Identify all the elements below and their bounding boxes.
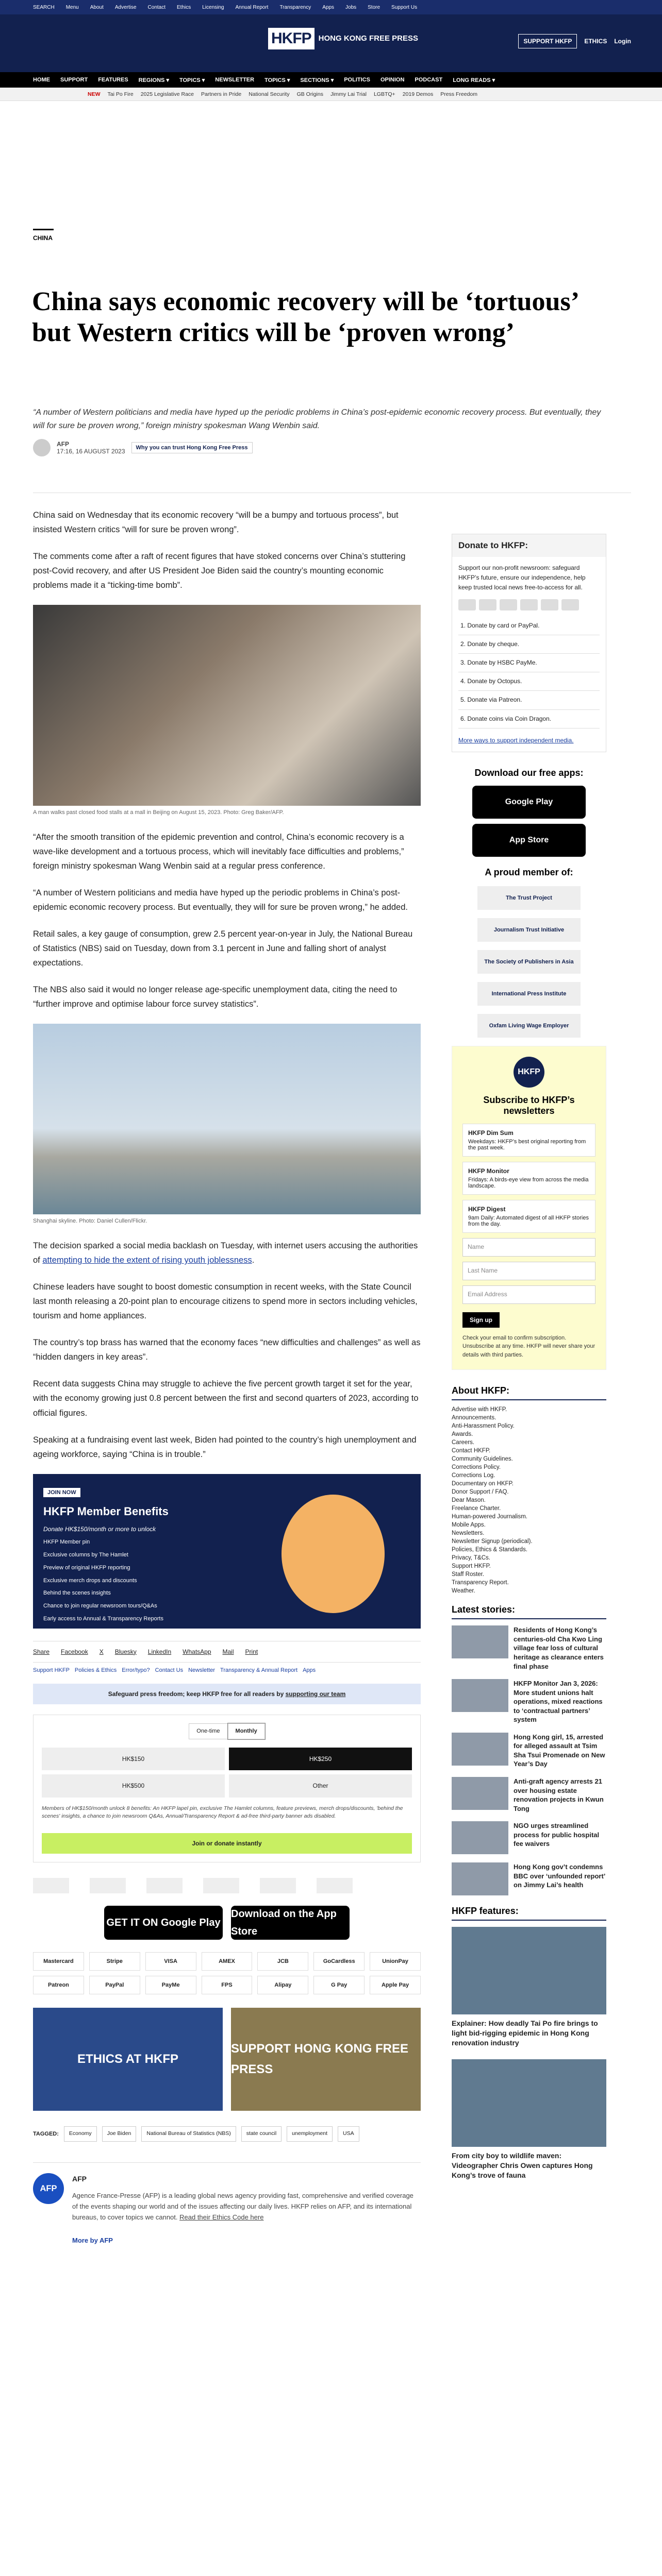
story-item[interactable]: Residents of Hong Kong’s centuries-old Cha Kwo Ling village fear loss of cultural heritage as clearance enters final phase (452, 1625, 606, 1671)
policies-link[interactable]: Policies & Ethics (74, 1667, 117, 1674)
about-link[interactable]: About (90, 4, 104, 10)
partner-logo (203, 1878, 239, 1893)
story-item[interactable]: Hong Kong girl, 15, arrested for alleged assault at Tsim Sha Tsui Promenade on New Year’s Day (452, 1733, 606, 1769)
tag[interactable]: Economy (64, 2126, 97, 2142)
app-store-button[interactable]: App Store (472, 824, 586, 857)
member-logo[interactable]: Oxfam Living Wage Employer (477, 1014, 581, 1038)
nav-long-reads[interactable]: LONG READS ▾ (453, 77, 495, 83)
benefit-item: Behind the scenes insights (43, 1590, 111, 1597)
deer-mascot-illustration (282, 1495, 385, 1613)
paragraph: The country’s top brass has warned that the economy faces “new difficulties and challenges” as well as “hidden dangers in key areas”. (33, 1338, 421, 1362)
partner-logo (33, 1878, 69, 1893)
benefit-item: Preview of original HKFP reporting (43, 1564, 130, 1571)
trending-link[interactable]: Tai Po Fire (107, 91, 134, 97)
donate-option[interactable]: 2. Donate by cheque. (458, 635, 600, 654)
about-link[interactable]: Donor Support / FAQ. (452, 1489, 509, 1496)
store-link[interactable]: Store (368, 4, 380, 10)
alipay-icon: Alipay (257, 1976, 308, 1994)
story-thumbnail (452, 1777, 508, 1810)
subscribe-note: Check your email to confirm subscription. Unsubscribe at any time. HKFP will never share your details with third parties. (462, 1334, 595, 1358)
nav-topics-2[interactable]: TOPICS ▾ (264, 77, 290, 83)
hkfp-badge: HKFP (514, 1057, 544, 1088)
share-linkedin[interactable]: LinkedIn (147, 1648, 172, 1655)
about-link[interactable]: Staff Roster. (452, 1571, 485, 1578)
ethics-link-header[interactable]: ETHICS (584, 38, 607, 45)
share-facebook[interactable]: Facebook (61, 1648, 88, 1655)
more-by-author[interactable]: More by AFP (72, 2236, 113, 2244)
story-item[interactable]: HKFP Monitor Jan 3, 2026: More student unions halt operations, mixed reactions to ‘contractual partners’ system (452, 1679, 606, 1724)
main-nav (0, 72, 662, 88)
author-box-name[interactable]: AFP (72, 2175, 87, 2183)
report-link[interactable]: Transparency & Annual Report (220, 1667, 298, 1674)
paragraph: “A number of Western politicians and media have hyped up the periodic problems in China’s post-epidemic economic recovery process. But eventually, they will for sure be proven wrong,” he added. (33, 888, 408, 912)
nav-opinion[interactable]: OPINION (380, 77, 405, 83)
partner-logo (146, 1878, 183, 1893)
card-icons (458, 599, 600, 611)
tag[interactable]: state council (241, 2126, 282, 2142)
benefit-item: Ad-free third party banner ads disabled (43, 1628, 142, 1635)
about-link[interactable]: Newsletters. (452, 1530, 485, 1537)
gocardless-icon: GoCardless (313, 1952, 365, 1971)
inline-link[interactable]: attempting to hide the extent of rising youth joblessness (42, 1256, 252, 1265)
amount-option[interactable]: Other (229, 1774, 412, 1797)
nav-topics[interactable]: TOPICS ▾ (179, 77, 205, 83)
app-store-row (33, 1906, 421, 1940)
shanghai-skyline-photo (33, 1024, 421, 1214)
donate-sidebar-box (452, 534, 606, 752)
ethics-code-link[interactable]: Read their Ethics Code here (179, 2213, 264, 2221)
logo-text: HONG KONG FREE PRESS (318, 33, 419, 43)
about-link[interactable]: Community Guidelines. (452, 1456, 513, 1463)
story-item[interactable]: Anti-graft agency arrests 21 over housing estate renovation projects in Kwun Tong (452, 1777, 606, 1813)
share-print[interactable]: Print (245, 1648, 258, 1655)
newsletter-option[interactable]: HKFP Digest 9am Daily: Automated digest of all HKFP stories from the day. (462, 1200, 595, 1233)
trending-link[interactable]: Press Freedom (440, 91, 478, 97)
trending-link[interactable]: 2025 Legislative Race (140, 91, 194, 97)
benefit-item: Exclusive merch drops and discounts (43, 1577, 137, 1584)
nav-features[interactable]: FEATURES (98, 77, 128, 83)
masthead (0, 14, 662, 72)
advertise-link[interactable]: Advertise (114, 4, 137, 10)
banner-title: HKFP Member Benefits (43, 1504, 169, 1518)
payment-methods (33, 1952, 421, 1994)
menu-link[interactable]: Menu (65, 4, 79, 10)
trending-link[interactable]: GB Origins (296, 91, 323, 97)
mastercard-icon: Mastercard (33, 1952, 84, 1971)
about-link[interactable]: Contact HKFP. (452, 1448, 491, 1454)
paragraph: “After the smooth transition of the epidemic prevention and control, China’s economic recovery is a wave-like development and a tortuous process, which will inevitably face difficulties and problems,” foreign ministry spokesman Wang Wenbin said at a regular press conference. (33, 832, 404, 871)
share-whatsapp[interactable]: WhatsApp (183, 1648, 211, 1655)
apps-link[interactable]: Apps (303, 1667, 316, 1674)
subscribe-heading: Subscribe to HKFP’s newsletters (483, 1094, 575, 1116)
article-body (33, 508, 421, 2258)
about-link[interactable]: Announcements. (452, 1415, 496, 1421)
about-link[interactable]: Policies, Ethics & Standards. (452, 1547, 528, 1553)
more-ways-link[interactable]: More ways to support independent media. (458, 736, 574, 744)
member-benefits-banner[interactable] (33, 1474, 421, 1635)
feature-item[interactable]: Explainer: How deadly Tai Po fire brings to light bid-rigging epidemic in Hong Kong renovation industry (452, 1927, 606, 2048)
paragraph: China said on Wednesday that its economic recovery “will be a bumpy and tortuous process”, but insisted Western critics “will for sure be proven wrong”. (33, 511, 399, 535)
jcb-icon: JCB (257, 1952, 308, 1971)
about-link[interactable]: Awards. (452, 1431, 473, 1438)
member-logo[interactable]: The Society of Publishers in Asia (477, 950, 581, 974)
gpay-icon: G Pay (313, 1976, 365, 1994)
join-donate-button[interactable]: Join or donate instantly (42, 1833, 412, 1854)
article-dek: “A number of Western politicians and media have hyped up the periodic problems in China’s post-epidemic economic recovery process. But eventually, they will for sure be proven wrong,” foreign ministry spokesman Wang Wenbin said. (33, 408, 601, 430)
paragraph: Retail sales, a key gauge of consumption, grew 2.5 percent year-on-year in July, the National Bureau of Statistics (NBS) said on Tuesday, down from 3.1 percent in June and falling short of analyst expectations. (33, 929, 413, 968)
safeguard-banner: Safeguard press freedom; keep HKFP free for all readers by supporting our team (33, 1684, 421, 1704)
about-link[interactable]: Corrections Policy. (452, 1464, 501, 1471)
story-thumbnail (452, 1733, 508, 1766)
banner-subtitle: Donate HK$150/month or more to unlock (43, 1526, 156, 1533)
trending-link[interactable]: LGBTQ+ (373, 91, 395, 97)
share-x[interactable]: X (99, 1648, 104, 1655)
paragraph: Recent data suggests China may struggle to achieve the five percent growth target it set for the year, with the economy growing just 0.8 percent between the first and second quarters of 2023, according to official figures. (33, 1379, 419, 1418)
afp-logo: AFP (33, 2173, 64, 2204)
tag[interactable]: Joe Biden (102, 2126, 137, 2142)
paragraph: The NBS also said it would no longer release age-specific unemployment data, citing the need to “further improve and optimise labour force survey statistics”. (33, 985, 398, 1009)
contact-link[interactable]: Contact (147, 4, 166, 10)
share-mail[interactable]: Mail (222, 1648, 234, 1655)
tag[interactable]: unemployment (287, 2126, 333, 2142)
contact-link[interactable]: Contact Us (155, 1667, 184, 1674)
video-row (33, 2008, 421, 2111)
apps-heading: Download our free apps: (474, 767, 584, 778)
paragraph: Speaking at a fundraising event last week, Biden had pointed to the country’s high unemployment and ageing workforce, saying “China is in trouble.” (33, 1435, 417, 1459)
newsletter-signup (452, 1046, 606, 1370)
nav-sections[interactable]: SECTIONS ▾ (300, 77, 334, 83)
about-section (452, 1385, 606, 1594)
about-link[interactable]: Transparency Report. (452, 1580, 509, 1586)
amount-option-selected[interactable]: HK$250 (229, 1748, 412, 1770)
email-field[interactable]: Email Address (462, 1285, 595, 1304)
share-bluesky[interactable]: Bluesky (114, 1648, 137, 1655)
last-name-field[interactable]: Last Name (462, 1262, 595, 1280)
about-link[interactable]: Weather. (452, 1588, 475, 1595)
support-us-link[interactable]: Support Us (391, 4, 418, 10)
unionpay-icon: UnionPay (370, 1952, 421, 1971)
about-link[interactable]: Documentary on HKFP. (452, 1481, 514, 1487)
monthly-toggle[interactable]: Monthly (228, 1723, 265, 1739)
app-store-button[interactable]: Download on the App Store (231, 1906, 350, 1940)
benefit-item: Chance to join regular newsroom tours/Q&As (43, 1602, 157, 1609)
nav-newsletter[interactable]: NEWSLETTER (215, 77, 255, 83)
newsletter-option[interactable]: HKFP Dim Sum Weekdays: HKFP’s best original reporting from the past week. (462, 1124, 595, 1157)
features-section (452, 1906, 606, 2180)
story-thumbnail (452, 1679, 508, 1712)
member-logo[interactable]: International Press Institute (477, 982, 581, 1006)
feature-image (452, 1927, 606, 2014)
supporting-team-link[interactable]: supporting our team (285, 1690, 346, 1698)
about-link[interactable]: Human-powered Journalism. (452, 1514, 528, 1520)
donate-text: Support our non-profit newsroom: safeguard HKFP’s future, ensure our independence, help keep trusted local news free-to-access for all. (458, 564, 586, 591)
site-logo[interactable] (268, 28, 418, 49)
share-label: Share (33, 1648, 50, 1655)
nav-home[interactable]: HOME (33, 77, 50, 83)
partner-logo (260, 1878, 296, 1893)
trending-link[interactable]: National Security (249, 91, 290, 97)
about-link[interactable]: Support HKFP. (452, 1563, 491, 1570)
login-link[interactable]: Login (614, 38, 631, 45)
latest-heading: Latest stories: (452, 1604, 606, 1619)
donate-note: Members of HK$150/month unlock 8 benefits: An HKFP lapel pin, exclusive The Hamlet columns, feature previews, merch drops/discounts, 'behind the scenes' insights, a chance to join newsroom Q&As, Annual/Transparency Report & ad-free third-party banner ads disabled. (42, 1805, 403, 1820)
amount-option[interactable]: HK$150 (42, 1748, 225, 1770)
story-thumbnail (452, 1821, 508, 1854)
new-badge: NEW (88, 91, 101, 97)
features-heading: HKFP features: (452, 1906, 606, 1921)
author-box (33, 2162, 421, 2258)
about-link[interactable]: Freelance Charter. (452, 1505, 501, 1512)
patreon-icon: Patreon (33, 1976, 84, 1994)
benefit-item: Early access to Annual & Transparency Reports (43, 1615, 163, 1622)
paragraph: The decision sparked a social media backlash on Tuesday, with internet users accusing the authorities of attempting to hide the extent of rising youth joblessness. (33, 1241, 418, 1265)
sign-up-button[interactable]: Sign up (462, 1312, 500, 1328)
support-link[interactable]: Support HKFP (33, 1667, 70, 1674)
error-link[interactable]: Error/typo? (122, 1667, 150, 1674)
donate-option[interactable]: 3. Donate by HSBC PayMe. (458, 654, 600, 672)
transparency-link[interactable]: Transparency (279, 4, 311, 10)
apple-pay-icon: Apple Pay (370, 1976, 421, 1994)
partner-logos (33, 1878, 421, 1893)
latest-stories (452, 1604, 606, 1895)
tags-label: TAGGED: (33, 2131, 59, 2138)
photo-caption: Shanghai skyline. Photo: Daniel Cullen/Flickr. (33, 1218, 147, 1225)
apps-link[interactable]: Apps (322, 4, 335, 10)
ethics-video[interactable]: ETHICS AT HKFP (33, 2008, 223, 2111)
search-link[interactable]: SEARCH (33, 4, 55, 10)
trending-link[interactable]: 2019 Demos (402, 91, 434, 97)
donate-title: Donate to HKFP: (452, 534, 606, 557)
nav-politics[interactable]: POLITICS (344, 77, 370, 83)
donate-option[interactable]: 1. Donate by card or PayPal. (458, 617, 600, 635)
category-label[interactable]: CHINA (33, 229, 54, 242)
member-logo[interactable]: The Trust Project (477, 886, 581, 910)
about-heading: About HKFP: (452, 1385, 606, 1400)
fps-icon: FPS (202, 1976, 253, 1994)
nav-support[interactable]: SUPPORT (60, 77, 88, 83)
donate-option[interactable]: 4. Donate by Octopus. (458, 672, 600, 691)
story-thumbnail (452, 1862, 508, 1895)
ethics-link[interactable]: Ethics (177, 4, 191, 10)
amex-icon: AMEX (202, 1952, 253, 1971)
partner-logo (90, 1878, 126, 1893)
support-hkfp-button[interactable]: SUPPORT HKFP (518, 34, 577, 48)
newsletter-link[interactable]: Newsletter (188, 1667, 216, 1674)
payme-icon: PayMe (145, 1976, 196, 1994)
photo-caption: A man walks past closed food stalls at a mall in Beijing on August 15, 2023. Photo: Greg Baker/AFP. (33, 809, 284, 816)
about-link[interactable]: Dear Mason. (452, 1497, 486, 1504)
google-play-button[interactable]: GET IT ON Google Play (104, 1906, 223, 1940)
publish-date: 17:16, 16 AUGUST 2023 (57, 448, 125, 455)
tag[interactable]: National Bureau of Statistics (NBS) (141, 2126, 236, 2142)
mall-photo (33, 605, 421, 806)
visa-icon: VISA (145, 1952, 196, 1971)
trending-link[interactable]: Jimmy Lai Trial (330, 91, 367, 97)
author-name[interactable]: AFP (57, 440, 69, 448)
partner-logo (317, 1878, 353, 1893)
author-avatar (33, 439, 51, 456)
licensing-link[interactable]: Licensing (202, 4, 224, 10)
about-link[interactable]: Corrections Log. (452, 1472, 495, 1479)
top-utility-bar (0, 0, 662, 14)
benefit-item: Exclusive columns by The Hamlet (43, 1552, 128, 1558)
annual-report-link[interactable]: Annual Report (235, 4, 269, 10)
amount-option[interactable]: HK$500 (42, 1774, 225, 1797)
donate-option[interactable]: 6. Donate coins via Coin Dragon. (458, 710, 600, 728)
article-title: China says economic recovery will be ‘tortuous’ but Western critics will be ‘proven wrong’ (32, 287, 578, 347)
feature-image (452, 2059, 606, 2147)
byline (33, 439, 253, 456)
about-link[interactable]: Anti-Harassment Policy. (452, 1423, 515, 1430)
nav-regions[interactable]: REGIONS ▾ (138, 77, 169, 83)
nav-podcast[interactable]: PODCAST (415, 77, 443, 83)
story-item[interactable]: NGO urges streamlined process for public hospital fee waivers (452, 1821, 606, 1854)
about-link[interactable]: Advertise with HKFP. (452, 1406, 507, 1413)
about-link[interactable]: Mobile Apps. (452, 1522, 486, 1529)
benefit-item: HKFP Member pin (43, 1539, 90, 1546)
join-now-badge[interactable]: JOIN NOW (43, 1488, 80, 1497)
story-thumbnail (452, 1625, 508, 1658)
one-time-toggle[interactable]: One-time (189, 1723, 227, 1739)
paragraph: The comments come after a raft of recent figures that have stoked concerns over China’s stuttering post-Covid recovery, and after US President Joe Biden said the country’s mounting economic problems made it a “ticking-time bomb”. (33, 552, 406, 590)
donate-option[interactable]: 5. Donate via Patreon. (458, 691, 600, 709)
google-play-button[interactable]: Google Play (472, 786, 586, 819)
logo-mark: HKFP (268, 28, 315, 49)
support-links (33, 1666, 421, 1675)
sidebar (452, 534, 606, 2192)
stripe-icon: Stripe (89, 1952, 140, 1971)
about-link[interactable]: Newsletter Signup (periodical). (452, 1538, 533, 1545)
newsletter-option[interactable]: HKFP Monitor Fridays: A birds-eye view from across the media landscape. (462, 1162, 595, 1195)
story-item[interactable]: Hong Kong gov’t condemns BBC over ‘unfounded report’ on Jimmy Lai’s health (452, 1862, 606, 1895)
trust-badge[interactable]: Why you can trust Hong Kong Free Press (131, 442, 253, 453)
feature-item[interactable]: From city boy to wildlife maven: Videographer Chris Owen captures Hong Kong’s trove of fauna (452, 2059, 606, 2180)
tag-list (33, 2126, 421, 2142)
paragraph: Chinese leaders have sought to boost domestic consumption in recent weeks, with the State Council last month releasing a 20-point plan to encourage citizens to spend more in sectors including vehicles, tourism and home appliances. (33, 1282, 418, 1321)
trending-link[interactable]: Partners in Pride (201, 91, 242, 97)
member-logo[interactable]: Journalism Trust Initiative (477, 918, 581, 942)
donate-widget (33, 1715, 421, 1862)
jobs-link[interactable]: Jobs (345, 4, 357, 10)
name-field[interactable]: Name (462, 1238, 595, 1257)
support-video[interactable]: SUPPORT HONG KONG FREE PRESS (231, 2008, 421, 2111)
about-link[interactable]: Privacy, T&Cs. (452, 1555, 490, 1562)
trending-bar (0, 88, 662, 101)
author-bio: Agence France-Presse (AFP) is a leading global news agency providing fast, comprehensive and verified coverage of the events shaping our world and of the issues affecting our daily lives. HKFP relies on AFP, and its international bureaus, to cover topics we cannot. Read their Ethics Code here (72, 2192, 413, 2221)
tag[interactable]: USA (338, 2126, 359, 2142)
share-bar (33, 1641, 421, 1663)
about-link[interactable]: Careers. (452, 1439, 475, 1446)
paypal-icon: PayPal (89, 1976, 140, 1994)
member-heading: A proud member of: (485, 867, 573, 877)
